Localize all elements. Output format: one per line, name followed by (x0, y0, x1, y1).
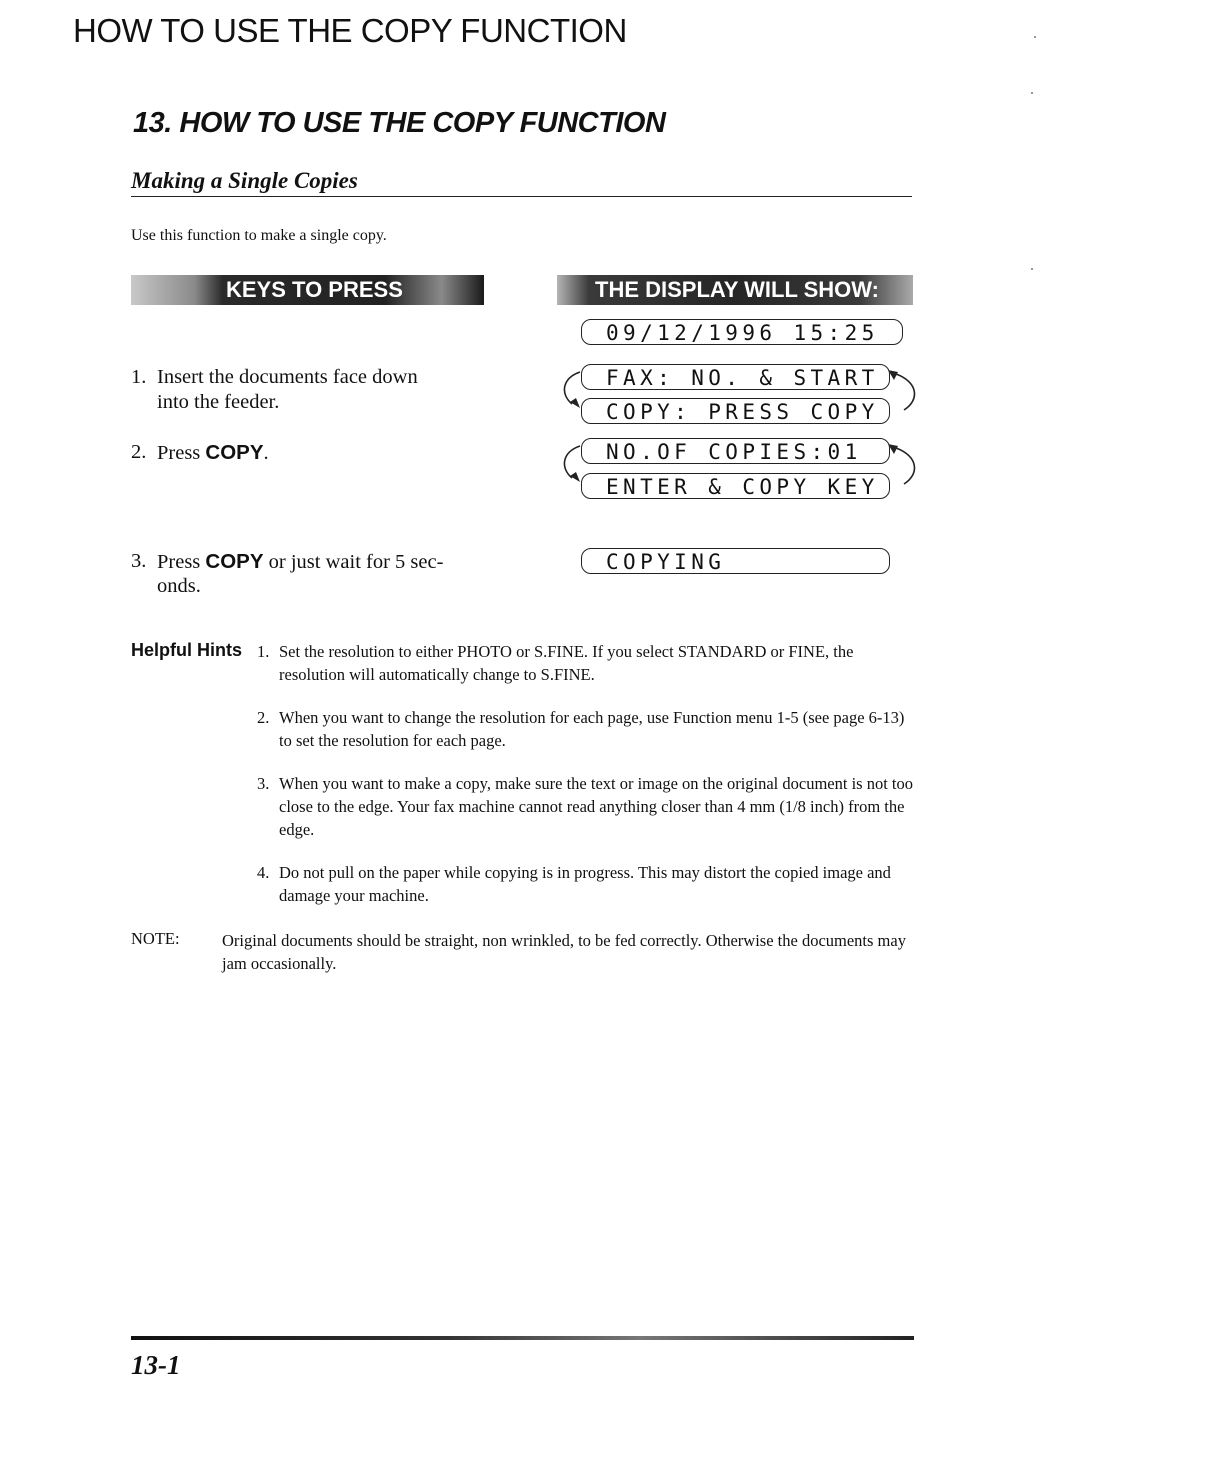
step-number: 1. (131, 366, 147, 388)
alternating-arrows (550, 360, 930, 510)
hint-item (257, 640, 914, 686)
scan-speck (1031, 92, 1033, 94)
hint-text: Set the resolution to either PHOTO or S.FINE. If you select STANDARD or FINE, the resolution will automatically change to S.FINE. (279, 642, 854, 684)
copy-key-label: COPY (205, 441, 264, 464)
step-text-line1: Insert the documents face down (157, 366, 418, 388)
running-header: HOW TO USE THE COPY FUNCTION (73, 12, 627, 49)
section-divider (131, 196, 912, 197)
lcd-copying: COPYING (581, 548, 890, 574)
hint-text: When you want to change the resolution for each page, use Function menu 1-5 (see page 6-13) to set the resolution for each page. (279, 708, 905, 750)
lcd-enter-copy: ENTER & COPY KEY (581, 473, 890, 499)
hint-item (257, 861, 914, 907)
step-3 (131, 549, 531, 601)
keys-banner-label: KEYS TO PRESS (226, 277, 403, 302)
step-text-post: . (263, 442, 269, 464)
note-label: NOTE: (131, 929, 180, 948)
hint-number: 1. (257, 642, 270, 661)
cycle-arrow-right-icon (888, 370, 914, 410)
intro-text: Use this function to make a single copy. (131, 227, 387, 244)
footer-rule (131, 1336, 914, 1340)
step-number: 3. (131, 550, 147, 572)
step-text-line2: into the feeder. (157, 391, 280, 413)
step-number: 2. (131, 441, 147, 463)
hint-text: Do not pull on the paper while copying is in progress. This may distort the copied image and damage your machine. (279, 863, 891, 905)
hint-number: 3. (257, 774, 270, 793)
scan-speck (1031, 268, 1033, 270)
scan-speck (1034, 36, 1036, 38)
chapter-title: 13. HOW TO USE THE COPY FUNCTION (133, 107, 666, 139)
display-will-show-banner (557, 275, 913, 305)
lcd-no-of-copies: NO.OF COPIES:01 (581, 438, 890, 464)
helpful-hints-label: Helpful Hints (131, 640, 242, 660)
step-text (157, 549, 443, 575)
step-text-pre: Press (157, 442, 206, 464)
step-text-post: or just wait for 5 sec- (263, 551, 444, 573)
hint-text: When you want to make a copy, make sure the text or image on the original document is not too close to the edge. Your fax machine cannot read anything closer than 4 mm (1/8 inch) from the edge. (279, 774, 914, 839)
step-1 (131, 365, 511, 417)
display-banner-label: THE DISPLAY WILL SHOW: (595, 277, 879, 302)
step-text-pre: Press (157, 551, 206, 573)
step-2 (131, 440, 511, 466)
section-title: Making a Single Copies (131, 168, 358, 193)
lcd-fax-start: FAX: NO. & START (581, 364, 890, 390)
step-text-line2: onds. (157, 575, 201, 597)
keys-to-press-banner (131, 275, 484, 305)
hint-item (257, 706, 914, 752)
lcd-datetime: 09/12/1996 15:25 (581, 319, 903, 345)
hint-number: 2. (257, 708, 270, 727)
hint-number: 4. (257, 863, 270, 882)
step-text (157, 440, 269, 466)
cycle-arrow-left-icon (564, 446, 580, 482)
note-text: Original documents should be straight, non wrinkled, to be fed correctly. Otherwise the documents may jam occasionally. (222, 931, 906, 973)
cycle-arrow-left-icon (564, 372, 580, 408)
lcd-copy-press: COPY: PRESS COPY (581, 398, 890, 424)
page-number: 13-1 (131, 1350, 181, 1380)
hint-item (257, 772, 914, 841)
cycle-arrow-right-icon (888, 444, 914, 484)
copy-key-label: COPY (205, 550, 264, 573)
